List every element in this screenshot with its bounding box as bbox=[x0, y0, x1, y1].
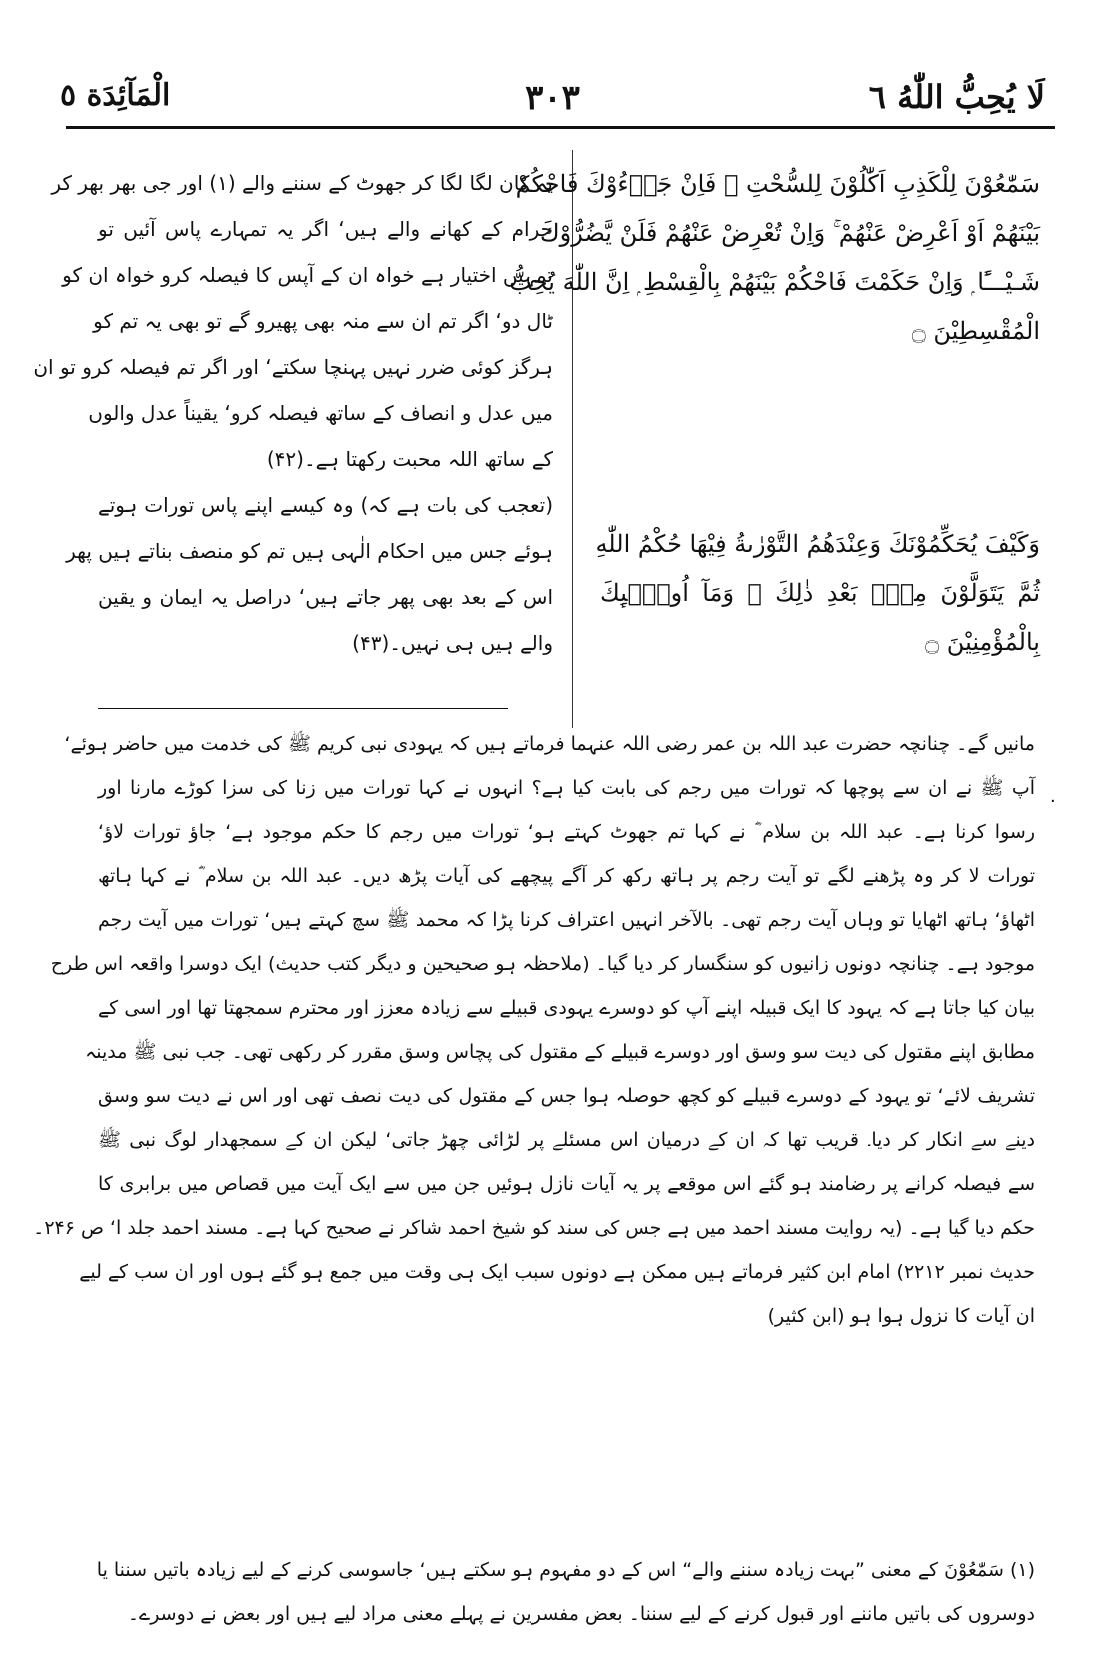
footnotes bbox=[98, 1548, 1035, 1636]
commentary-line: دینے سے انکار کر دیا۔ قریب تھا کہ ان کے درمیان اس مسئلے پر لڑائی چھڑ جاتی‘ لیکن ان کے سمجھدار لوگ نبی ﷺ bbox=[98, 1129, 1035, 1151]
commentary-rule bbox=[98, 708, 508, 709]
arabic-verse-43 bbox=[595, 520, 1040, 667]
commentary bbox=[33, 722, 1035, 1338]
commentary-line: موجود ہے۔ چنانچہ دونوں زانیوں کو سنگسار کر دیا گیا۔ (ملاحظہ ہو صحیحین و دیگر کتب حدیث) ایک دوسرا واقعہ اس طرح bbox=[50, 953, 1035, 975]
footnote-line: دوسروں کی باتیں ماننے اور قبول کرنے کے لیے سننا۔ بعض مفسرین نے پہلے معنی مراد لیے ہیں اور بعض نے دوسرے۔ bbox=[127, 1603, 1035, 1625]
margin-mark: ٠ bbox=[1048, 790, 1058, 811]
urdu-translation bbox=[33, 160, 553, 666]
translation-line: میں عدل و انصاف کے ساتھ فیصلہ کرو‘ یقیناً عدل والوں bbox=[88, 401, 553, 425]
commentary-line: تشریف لائے‘ تو یہود کے دوسرے قبیلے کو کچھ حوصلہ ہوا جس کے مقتول کی دیت نصف تھی اور اس نے دیت سو وسق bbox=[98, 1085, 1035, 1107]
arabic-line: شَـيْـــًٔا ۭ وَاِنْ حَكَمْتَ فَاحْكُمْ بَيْنَهُمْ بِالْقِسْطِ ۭ اِنَّ اللّٰهَ يُحِبُّ bbox=[509, 268, 1040, 296]
commentary-line: بیان کیا جاتا ہے کہ یہود کا ایک قبیلہ اپنے آپ کو دوسرے یہودی قبیلے سے زیادہ معزز اور محترم سمجھتا تھا اور اسی کے bbox=[98, 997, 1035, 1019]
arabic-line: بِالْمُؤْمِنِيْنَ ۝ bbox=[925, 628, 1040, 656]
translation-line: ہرگز کوئی ضرر نہیں پہنچا سکتے‘ اور اگر تم فیصلہ کرو تو ان bbox=[33, 355, 553, 379]
commentary-line: حکم دیا گیا ہے۔ (یہ روایت مسند احمد میں ہے جس کی سند کو شیخ احمد شاکر نے صحیح کہا ہے۔ مسند احمد جلد ا‘ ص ۲۴۶۔ bbox=[33, 1217, 1035, 1239]
page-number: ٣٠٣ bbox=[525, 78, 580, 118]
translation-line: حرام کے کھانے والے ہیں‘ اگر یہ تمہارے پاس آئیں تو bbox=[98, 217, 553, 241]
commentary-line: اٹھاؤ‘ ہاتھ اٹھایا تو وہاں آیت رجم تھی۔ بالآخر انہیں اعتراف کرنا پڑا کہ محمد ﷺ سچ کہتے ہیں‘ تورات میں آیت رجم bbox=[98, 909, 1035, 931]
arabic-line: بَيْنَهُمْ اَوْ اَعْرِضْ عَنْهُمْ ۚ وَاِنْ تُعْرِضْ عَنْهُمْ فَلَنْ يَّضُرُّوْكَ bbox=[539, 219, 1040, 247]
translation-line: تمہیں اختیار ہے خواہ ان کے آپس کا فیصلہ کرو خواہ ان کو bbox=[62, 263, 553, 287]
commentary-line: آپ ﷺ نے ان سے پوچھا کہ تورات میں رجم کی بابت کیا ہے؟ انہوں نے کہا تورات میں زنا کی سزا کوڑے مارنا اور bbox=[98, 777, 1035, 799]
commentary-line: تورات لا کر وہ پڑھنے لگے تو آیت رجم پر ہاتھ رکھ کر آگے پیچھے کی آیات پڑھ دیں۔ عبد اللہ بن سلام ؓ نے کہا ہاتھ bbox=[98, 865, 1035, 887]
commentary-line: ان آیات کا نزول ہوا ہو (ابن کثیر) bbox=[767, 1305, 1035, 1327]
translation-line: (تعجب کی بات ہے کہ) وہ کیسے اپنے پاس تورات ہوتے bbox=[98, 493, 553, 517]
translation-line: یہ کان لگا لگا کر جھوٹ کے سننے والے (۱) اور جی بھر بھر کر bbox=[51, 171, 553, 195]
translation-line: والے ہیں ہی نہیں۔(۴۳) bbox=[352, 631, 553, 655]
juz-title: لَا يُحِبُّ اللّٰهُ ٦ bbox=[868, 78, 1045, 116]
translation-line: ٹال دو‘ اگر تم ان سے منہ بھی پھیرو گے تو بھی یہ تم کو bbox=[93, 309, 553, 333]
arabic-verse-42 bbox=[509, 160, 1040, 356]
commentary-line: رسوا کرنا ہے۔ عبد اللہ بن سلام ؓ نے کہا تم جھوٹ کہتے ہو‘ تورات میں رجم کا حکم موجود ہے‘ جاؤ تورات لاؤ‘ bbox=[98, 821, 1035, 843]
surah-title: الْمَآئِدَة ٥ bbox=[60, 78, 171, 113]
commentary-line: حدیث نمبر ۲۲۱۲) امام ابن کثیر فرماتے ہیں ممکن ہے دونوں سبب ایک ہی وقت میں جمع ہو گئے ہوں اور ان سب کے لیے bbox=[79, 1261, 1035, 1283]
translation-line: ہوئے جس میں احکام الٰہی ہیں تم کو منصف بناتے ہیں پھر bbox=[66, 539, 553, 563]
commentary-line: مطابق اپنے مقتول کی دیت سو وسق اور دوسرے قبیلے کے مقتول کی پچاس وسق مقرر کر رکھی تھی۔ جب نبی ﷺ مدینہ bbox=[85, 1041, 1035, 1063]
arabic-line: وَكَيْفَ يُحَكِّمُوْنَكَ وَعِنْدَهُمُ التَّوْرٰىةُ فِيْهَا حُكْمُ اللّٰهِ bbox=[595, 530, 1040, 558]
translation-line: اس کے بعد بھی پھر جاتے ہیں‘ دراصل یہ ایمان و یقین bbox=[98, 585, 553, 609]
footnote-line: (۱) سَمّٰعُوْنَ کے معنی ”بہت زیادہ سننے والے“ اس کے دو مفہوم ہو سکتے ہیں‘ جاسوسی کرنے کے لیے زیادہ باتیں سننا یا bbox=[96, 1559, 1035, 1581]
arabic-line: سَمّٰعُوْنَ لِلْكَذِبِ اَكّٰلُوْنَ لِلسُّحْتِ ۭ فَاِنْ جَاۗءُوْكَ فَاحْكُمْ bbox=[515, 170, 1040, 198]
arabic-line: ثُمَّ يَتَوَلَّوْنَ مِنْۢ بَعْدِ ذٰلِكَ ۭ وَمَآ اُولٰۗىِٕكَ bbox=[600, 579, 1040, 607]
translation-line: کے ساتھ اللہ محبت رکھتا ہے۔(۴۲) bbox=[266, 447, 553, 471]
commentary-line: مانیں گے۔ چنانچہ حضرت عبد اللہ بن عمر رضی اللہ عنہما فرماتے ہیں کہ یہودی نبی کریم ﷺ کی خدمت میں حاضر ہوئے‘ bbox=[64, 733, 1035, 755]
commentary-line: سے فیصلہ کرانے پر رضامند ہو گئے اس موقعے پر یہ آیات نازل ہوئیں جن میں سے ایک آیت میں قصاص میں برابری کا bbox=[98, 1173, 1035, 1195]
arabic-line: الْمُقْسِطِيْنَ ۝ bbox=[911, 317, 1040, 345]
page-header bbox=[60, 78, 1045, 126]
header-rule bbox=[66, 126, 1055, 129]
